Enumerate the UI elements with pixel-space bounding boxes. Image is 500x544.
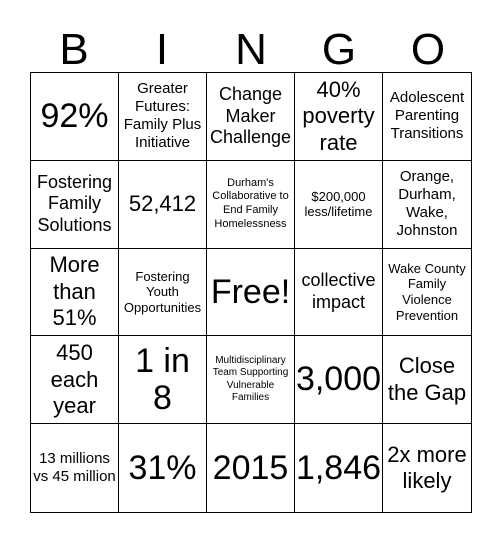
bingo-cell[interactable]: 2015 xyxy=(207,424,295,512)
bingo-cell[interactable]: 2x more likely xyxy=(387,441,467,494)
header-letter-b: B xyxy=(59,25,89,74)
bingo-cell[interactable]: More than 51% xyxy=(31,249,119,337)
header-letter-g: G xyxy=(321,25,357,74)
bingo-cell[interactable]: 450 each year xyxy=(31,336,119,424)
bingo-free-space[interactable]: Free! xyxy=(207,249,295,337)
bingo-cell[interactable]: 13 millions vs 45 million xyxy=(31,424,119,512)
bingo-cell[interactable]: $200,000 less/lifetime xyxy=(295,161,383,249)
bingo-cell[interactable]: Change Maker Challenge xyxy=(207,73,295,161)
bingo-cell[interactable]: Wake County Family Violence Prevention xyxy=(383,249,471,337)
bingo-cell[interactable]: Fostering Youth Opportunities xyxy=(119,249,207,337)
bingo-cell[interactable]: 31% xyxy=(119,424,207,512)
bingo-cell[interactable]: Multidisciplinary Team Supporting Vulnerable Families xyxy=(207,336,295,424)
bingo-cell[interactable]: 52,412 xyxy=(119,161,207,249)
bingo-cell[interactable]: Greater Futures: Family Plus Initiative xyxy=(119,73,207,161)
bingo-cell[interactable]: collective impact xyxy=(295,249,383,337)
bingo-cell[interactable]: Close the Gap xyxy=(383,336,471,424)
bingo-cell[interactable]: Fostering Family Solutions xyxy=(31,161,119,249)
bingo-board xyxy=(30,72,472,513)
bingo-cell[interactable]: 92% xyxy=(31,73,119,161)
header-letter-o: O xyxy=(410,25,446,74)
bingo-cell[interactable]: 1 in 8 xyxy=(119,336,207,424)
bingo-header xyxy=(30,25,472,74)
header-letter-i: I xyxy=(155,25,169,74)
header-letter-n: N xyxy=(235,25,267,74)
bingo-cell[interactable]: 40% poverty rate xyxy=(295,73,383,161)
bingo-cell[interactable]: Durham's Collaborative to End Family Homelessness xyxy=(207,161,295,249)
bingo-cell[interactable]: Orange, Durham, Wake, Johnston xyxy=(383,161,471,249)
bingo-cell[interactable]: 1,846 xyxy=(295,424,383,512)
bingo-cell[interactable]: 3,000 xyxy=(295,336,383,424)
bingo-cell[interactable]: Adolescent Parenting Transitions xyxy=(383,73,471,161)
